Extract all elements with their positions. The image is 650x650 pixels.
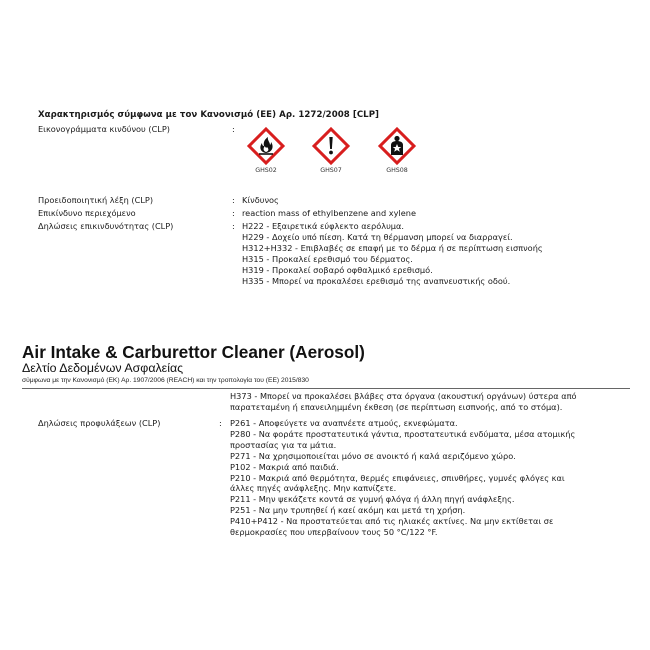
regulation-note: σύμφωνα με την Κανονισμό (ΕΚ) Αρ. 1907/2006 (REACH) και την τροπολογία του (ΕΕ) 2015/830 (22, 377, 309, 384)
precaution-line: θερμοκρασίες που υπερβαίνουν τους 50 °C/122 °F. (230, 527, 438, 538)
colon: : (232, 124, 235, 134)
pictogram-ghs08 (376, 126, 418, 174)
pictogram-ghs02 (245, 126, 287, 174)
statement-line: H373 - Μπορεί να προκαλέσει βλάβες στα όργανα (ακουστική οργάνων) ύστερα από (230, 391, 577, 401)
precaution-line: P410+P412 - Να προστατεύεται από τις ηλιακές ακτίνες. Να μην εκτίθεται σε (230, 516, 554, 527)
precaution-line: P102 - Μακριά από παιδιά. (230, 461, 339, 472)
statement-line: παρατεταμένη ή επανειλημμένη έκθεση (σε περίπτωση εισπνοής, από το στόμα). (230, 401, 563, 412)
precaution-line: άλλες πηγές ανάφλεξης. Μην καπνίζετε. (230, 483, 397, 494)
hazard-statement: H319 - Προκαλεί σοβαρό οφθαλμικό ερεθισμό. (242, 265, 433, 275)
signal-word: Κίνδυνος (242, 195, 279, 205)
precaution-line: P280 - Να φοράτε προστατευτικά γάντια, προστατευτικά ενδύματα, μέσα ατομικής (230, 428, 576, 439)
colon: : (219, 418, 222, 428)
hazard-statements-label: Δηλώσεις επικινδυνότητας (CLP) (38, 221, 174, 231)
document-title: Air Intake & Carburettor Cleaner (Aerosol) (22, 342, 365, 362)
precaution-line: P261 - Αποφεύγετε να αναπνέετε ατμούς, εκνεφώματα. (230, 418, 458, 428)
precaution-line: P210 - Μακριά από θερμότητα, θερμές επιφάνειες, σπινθήρες, γυμνές φλόγες και (230, 472, 565, 483)
contains-label: Επικίνδυνο περιεχόμενο (38, 208, 136, 218)
header-divider (22, 388, 630, 389)
colon: : (232, 195, 235, 205)
hazard-statements-list (242, 221, 543, 287)
section-title: Χαρακτηρισμός σύμφωνα με τον Κανονισμό (ΕΕ) Αρ. 1272/2008 [CLP] (38, 110, 380, 120)
colon: : (232, 221, 235, 231)
h373-statement (230, 391, 577, 413)
health-hazard-icon (377, 126, 417, 166)
document-subtitle: Δελτίο Δεδομένων Ασφαλείας (22, 361, 184, 375)
pictogram-code: GHS02 (255, 167, 277, 174)
flame-icon (246, 126, 286, 166)
hazard-statement: H315 - Προκαλεί ερεθισμό του δέρματος. (242, 254, 413, 264)
hazard-statement: H222 - Εξαιρετικά εύφλεκτο αερόλυμα. (242, 221, 405, 231)
precaution-line: P271 - Να χρησιμοποιείται μόνο σε ανοικτό ή καλά αεριζόμενο χώρο. (230, 450, 516, 461)
contains-value: reaction mass of ethylbenzene and xylene (242, 208, 417, 218)
pictogram-code: GHS08 (386, 167, 408, 174)
precaution-statements-label: Δηλώσεις προφυλάξεων (CLP) (38, 418, 161, 428)
hazard-statement: H312+H332 - Επιβλαβές σε επαφή με το δέρμα ή σε περίπτωση εισπνοής (242, 243, 543, 253)
precaution-line: προστασίας για τα μάτια. (230, 439, 337, 450)
hazard-statement: H229 - Δοχείο υπό πίεση. Κατά τη θέρμανση μπορεί να διαρραγεί. (242, 232, 513, 242)
pictogram-code: GHS07 (320, 167, 342, 174)
signal-word-label: Προειδοποιητική λέξη (CLP) (38, 195, 154, 205)
precaution-statements-list (230, 418, 575, 538)
hazard-statement: H335 - Μπορεί να προκαλέσει ερεθισμό της αναπνευστικής οδού. (242, 276, 511, 286)
precaution-line: P211 - Μην ψεκάζετε κοντά σε γυμνή φλόγα ή άλλη πηγή ανάφλεξης. (230, 494, 515, 505)
pictogram-ghs07 (310, 126, 352, 174)
exclamation-mark-icon (311, 126, 351, 166)
pictograms-label: Εικονογράμματα κινδύνου (CLP) (38, 124, 170, 134)
colon: : (232, 208, 235, 218)
precaution-line: P251 - Να μην τρυπηθεί ή καεί ακόμη και μετά τη χρήση. (230, 505, 466, 516)
